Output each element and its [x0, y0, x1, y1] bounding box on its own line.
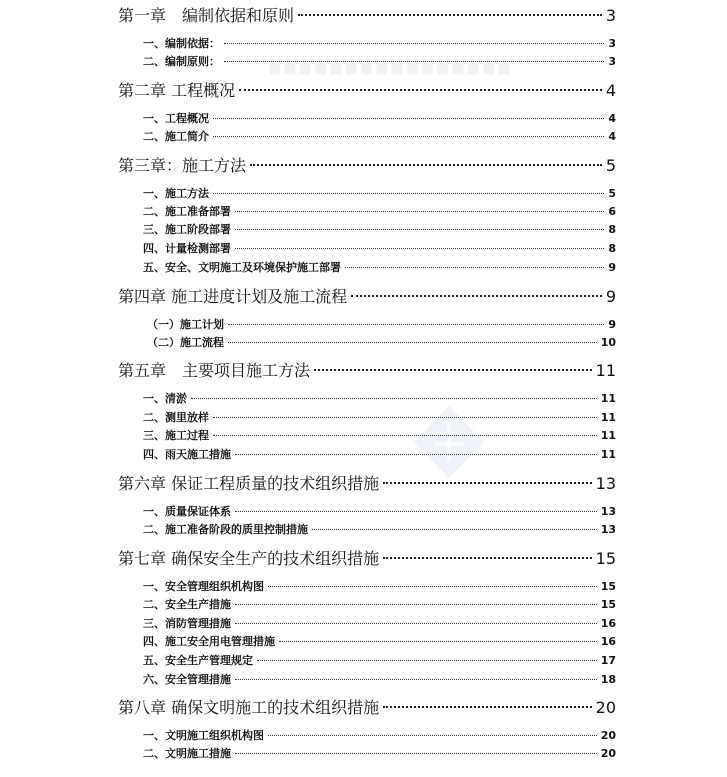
toc-page-number: 16 — [600, 617, 616, 630]
toc-page-number: 20 — [600, 747, 616, 760]
toc-section-entry[interactable] — [143, 653, 616, 669]
toc-entry-label: 三、施工阶段部署 — [143, 223, 231, 236]
toc-page-number: 4 — [605, 81, 616, 100]
toc-leader-dots — [235, 753, 597, 754]
toc-entry-label: 二、测里放样 — [143, 411, 209, 424]
toc-leader-dots — [239, 89, 602, 91]
toc-section-entry[interactable] — [143, 504, 616, 520]
toc-chapter-entry[interactable] — [118, 80, 616, 102]
toc-page-number: 13 — [600, 523, 616, 536]
toc-leader-dots — [224, 43, 604, 44]
toc-page-number: 3 — [605, 6, 616, 25]
toc-entry-label: （一）施工计划 — [147, 318, 224, 331]
toc-page-number: 3 — [608, 37, 616, 50]
toc-section-entry[interactable] — [143, 447, 616, 463]
toc-leader-dots — [268, 586, 597, 587]
toc-entry-label: 五、安全生产管理规定 — [143, 654, 253, 667]
toc-entry-label: 一、文明施工组织机构图 — [143, 729, 264, 742]
toc-section-entry[interactable] — [143, 186, 616, 202]
toc-entry-label: 一、安全管理组织机构图 — [143, 580, 264, 593]
toc-page-number: 15 — [595, 549, 616, 568]
toc-chapter-entry[interactable] — [118, 473, 616, 495]
toc-section-entry[interactable] — [143, 36, 616, 52]
toc-entry-label: 二、文明施工措施 — [143, 747, 231, 760]
toc-leader-dots — [345, 267, 604, 268]
toc-leader-dots — [383, 706, 592, 708]
toc-section-entry[interactable] — [143, 746, 616, 762]
toc-leader-dots — [235, 679, 597, 680]
toc-leader-dots — [213, 417, 597, 418]
toc-page-number: 11 — [595, 361, 616, 380]
toc-leader-dots — [312, 529, 597, 530]
toc-leader-dots — [279, 641, 597, 642]
toc-entry-label: 二、安全生产措施 — [143, 598, 231, 611]
toc-page-number: 16 — [600, 635, 616, 648]
toc-page-number: 4 — [608, 130, 616, 143]
toc-section-entry[interactable] — [143, 241, 616, 257]
toc-leader-dots — [250, 164, 602, 166]
toc-page-number: 9 — [608, 261, 616, 274]
toc-page-number: 11 — [600, 448, 616, 461]
toc-entry-label: 二、施工简介 — [143, 130, 209, 143]
toc-entry-label: 第八章 确保文明施工的技术组织措施 — [118, 698, 380, 717]
toc-leader-dots — [314, 369, 592, 371]
toc-leader-dots — [235, 511, 597, 512]
toc-page-number: 11 — [600, 429, 616, 442]
toc-section-entry[interactable] — [143, 428, 616, 444]
toc-leader-dots — [224, 61, 604, 62]
toc-leader-dots — [228, 324, 604, 325]
toc-chapter-entry[interactable] — [118, 155, 616, 177]
toc-section-entry[interactable] — [143, 522, 616, 538]
toc-entry-label: 二、施工准备阶段的质里控制措施 — [143, 523, 308, 536]
toc-page-number: 11 — [600, 392, 616, 405]
toc-entry-label: 四、雨天施工措施 — [143, 448, 231, 461]
toc-chapter-entry[interactable] — [118, 5, 616, 27]
toc-section-entry[interactable] — [143, 672, 616, 688]
toc-page-number: 18 — [600, 673, 616, 686]
toc-page-number: 13 — [595, 474, 616, 493]
watermark: ■■■■■■■■■■■■■■■■ — [268, 56, 513, 81]
toc-page-number: 5 — [605, 156, 616, 175]
toc-page-number: 15 — [600, 580, 616, 593]
toc-page-number: 9 — [605, 287, 616, 306]
toc-section-entry[interactable] — [143, 597, 616, 613]
toc-page-number: 8 — [608, 223, 616, 236]
toc-leader-dots — [235, 248, 604, 249]
toc-entry-label: 四、计量检测部署 — [143, 242, 231, 255]
toc-leader-dots — [213, 193, 604, 194]
toc-leader-dots — [257, 660, 597, 661]
toc-section-entry[interactable] — [143, 204, 616, 220]
toc-leader-dots — [383, 482, 592, 484]
toc-entry-label: 第五章 主要项目施工方法 — [118, 361, 311, 380]
toc-entry-label: 五、安全、文明施工及环境保护施工部署 — [143, 261, 341, 274]
toc-entry-label: 四、施工安全用电管理措施 — [143, 635, 275, 648]
toc-leader-dots — [268, 735, 597, 736]
toc-leader-dots — [235, 604, 597, 605]
toc-page-number: 11 — [600, 411, 616, 424]
toc-entry-label: 六、安全管理措施 — [143, 673, 231, 686]
toc-section-entry[interactable] — [143, 410, 616, 426]
toc-page-number: 13 — [600, 505, 616, 518]
toc-page-number: 8 — [608, 242, 616, 255]
toc-section-entry[interactable] — [143, 616, 616, 632]
toc-section-entry[interactable] — [147, 335, 616, 351]
toc-leader-dots — [235, 211, 604, 212]
toc-page-number: 6 — [608, 205, 616, 218]
toc-leader-dots — [213, 435, 597, 436]
toc-entry-label: （二）施工流程 — [147, 336, 224, 349]
toc-page-number: 20 — [595, 698, 616, 717]
toc-page-number: 17 — [600, 654, 616, 667]
toc-entry-label: 一、编制依据： — [143, 37, 220, 50]
toc-section-entry[interactable] — [143, 260, 616, 276]
toc-leader-dots — [213, 136, 604, 137]
toc-entry-label: 一、清淤 — [143, 392, 187, 405]
toc-leader-dots — [235, 229, 604, 230]
toc-section-entry[interactable] — [143, 579, 616, 595]
toc-leader-dots — [213, 118, 604, 119]
toc-section-entry[interactable] — [147, 317, 616, 333]
toc-section-entry[interactable] — [143, 111, 616, 127]
toc-page-number: 20 — [600, 729, 616, 742]
toc-chapter-entry[interactable] — [118, 548, 616, 570]
toc-section-entry[interactable] — [143, 391, 616, 407]
toc-chapter-entry[interactable] — [118, 286, 616, 308]
toc-entry-label: 第一章 编制依据和原则 — [118, 6, 295, 25]
toc-section-entry[interactable] — [143, 222, 616, 238]
toc-section-entry[interactable] — [143, 728, 616, 744]
toc-entry-label: 第七章 确保安全生产的技术组织措施 — [118, 549, 380, 568]
toc-entry-label: 一、质量保证体系 — [143, 505, 231, 518]
toc-leader-dots — [351, 295, 602, 297]
toc-entry-label: 第三章：施工方法 — [118, 156, 247, 175]
toc-page-number: 5 — [608, 187, 616, 200]
toc-entry-label: 二、施工准备部署 — [143, 205, 231, 218]
toc-entry-label: 三、消防管理措施 — [143, 617, 231, 630]
toc-chapter-entry[interactable] — [118, 360, 616, 382]
toc-entry-label: 一、施工方法 — [143, 187, 209, 200]
toc-entry-label: 第六章 保证工程质量的技术组织措施 — [118, 474, 380, 493]
toc-entry-label: 一、工程概况 — [143, 112, 209, 125]
toc-entry-label: 第二章 工程概况 — [118, 81, 236, 100]
toc-section-entry[interactable] — [143, 634, 616, 650]
toc-leader-dots — [235, 454, 597, 455]
toc-page-number: 10 — [600, 336, 616, 349]
toc-entry-label: 三、施工过程 — [143, 429, 209, 442]
toc-page-number: 9 — [608, 318, 616, 331]
toc-leader-dots — [191, 398, 597, 399]
toc-section-entry[interactable] — [143, 129, 616, 145]
toc-leader-dots — [383, 557, 592, 559]
toc-page-number: 4 — [608, 112, 616, 125]
toc-page-number: 15 — [600, 598, 616, 611]
toc-leader-dots — [228, 342, 597, 343]
toc-entry-label: 第四章 施工进度计划及施工流程 — [118, 287, 348, 306]
toc-entry-label: 二、编制原则： — [143, 55, 220, 68]
toc-leader-dots — [235, 623, 597, 624]
toc-section-entry[interactable] — [143, 54, 616, 70]
toc-page-number: 3 — [608, 55, 616, 68]
toc-leader-dots — [298, 14, 602, 16]
toc-chapter-entry[interactable] — [118, 697, 616, 719]
